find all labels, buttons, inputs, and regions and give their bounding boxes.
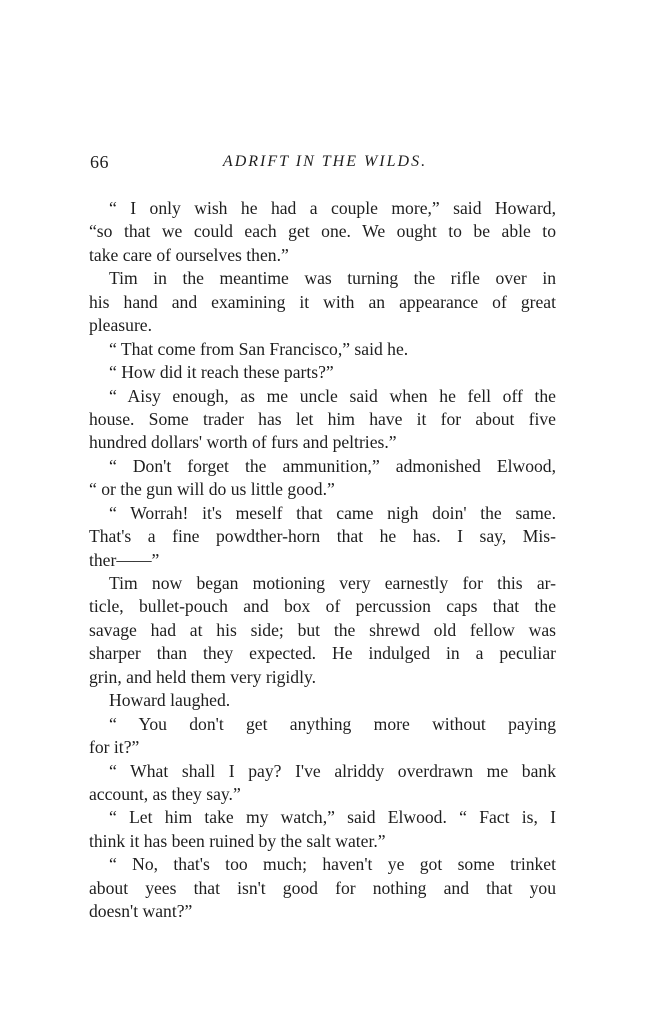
text-line: Tim in the meantime was turning the rifle over in — [109, 268, 556, 289]
text-line: for it?” — [89, 737, 140, 758]
text-line: about yees that isn't good for nothing and that you — [89, 877, 556, 898]
text-line: account, as they say.” — [89, 783, 241, 804]
text-line: “ Let him take my watch,” said Elwood. “ Fact is, I — [109, 807, 556, 828]
text-line: his hand and examining it with an appearance of great — [89, 291, 556, 312]
text-line: ther——” — [89, 549, 160, 570]
text-line: doesn't want?” — [89, 901, 193, 922]
text-line: “ You don't get anything more without paying — [109, 713, 556, 734]
text-line: “ No, that's too much; haven't ye got some trinket — [109, 854, 556, 875]
text-line: “ What shall I pay? I've alriddy overdrawn me bank — [109, 760, 556, 781]
text-line: ticle, bullet-pouch and box of percussion caps that the — [89, 596, 556, 617]
text-line: hundred dollars' worth of furs and peltries.” — [89, 432, 397, 453]
text-line: Howard laughed. — [109, 690, 231, 711]
text-line: savage had at his side; but the shrewd old fellow was — [89, 619, 556, 640]
text-line: “so that we could each get one. We ought to be able to — [89, 221, 556, 242]
text-line: “ Don't forget the ammunition,” admonished Elwood, — [109, 455, 556, 476]
text-line: pleasure. — [89, 315, 153, 336]
text-line: grin, and held them very rigidly. — [89, 666, 317, 687]
text-line: house. Some trader has let him have it for about five — [89, 408, 556, 429]
text-line: think it has been ruined by the salt water.” — [89, 830, 386, 851]
text-line: sharper than they expected. He indulged in a peculiar — [89, 643, 556, 664]
text-line: Tim now began motioning very earnestly for this ar- — [109, 573, 556, 593]
text-line: “ I only wish he had a couple more,” said Howard, — [109, 198, 556, 218]
text-line: “ Aisy enough, as me uncle said when he fell off the — [109, 385, 556, 406]
text-line: “ That come from San Francisco,” said he. — [109, 338, 409, 359]
body-text — [89, 197, 556, 924]
text-line: “ or the gun will do us little good.” — [89, 479, 335, 500]
page-number: 66 — [90, 152, 109, 172]
running-title: ADRIFT IN THE WILDS. — [222, 153, 428, 170]
text-line: That's a fine powdther-horn that he has. I say, Mis- — [89, 526, 556, 547]
text-line: take care of ourselves then.” — [89, 244, 289, 265]
text-line: “ How did it reach these parts?” — [109, 362, 334, 383]
page-header — [90, 152, 560, 176]
text-line: “ Worrah! it's meself that came nigh doin' the same. — [109, 502, 556, 523]
